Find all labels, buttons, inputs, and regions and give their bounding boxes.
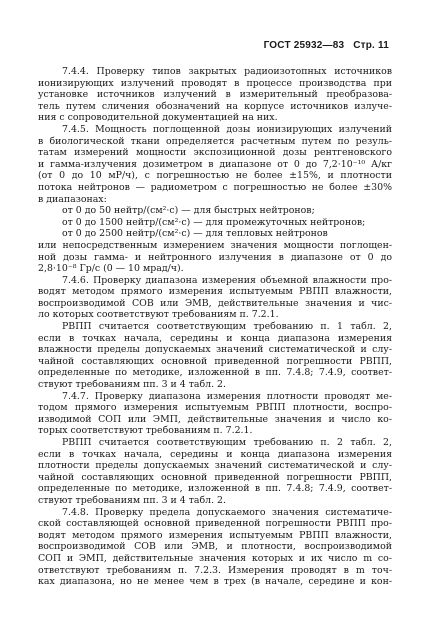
standard-number: ГОСТ 25932—83: [263, 40, 345, 51]
text-line: в биологической ткани определяется расчетным путем по резуль-: [38, 135, 392, 147]
text-line: ствуют требованиям пп. 3 и 4 табл. 2.: [38, 494, 226, 506]
text-line: водят методом прямого измерения испытуемым РВПП влажности,: [38, 529, 392, 541]
text-line: торых соответствуют требованиям п. 7.2.1.: [38, 425, 253, 437]
text-line: чайной составляющих основной приведенной погрешности РВПП,: [38, 471, 392, 483]
text-line: установке источников излучений в измерительный преобразова-: [38, 89, 392, 101]
document-body: [38, 66, 392, 588]
text-line: от 0 до 2500 нейтр/(см²·с) — для тепловых нейтронов: [62, 228, 328, 240]
text-line: водят методом прямого измерения испытуемым РВПП влажности,: [38, 286, 392, 298]
text-line: воспроизводимой СОВ или ЭМВ, действительные значения и чис-: [38, 297, 392, 309]
text-line: воспроизводимой СОВ или ЭМВ, и плотности, воспроизводимой: [38, 541, 392, 553]
text-line: или непосредственным измерением значения мощности поглощен-: [38, 239, 392, 251]
text-line: плотности пределы допускаемых значений систематической и слу-: [38, 460, 392, 472]
text-line: определенные по методике, изложенной в пп. 7.4.8; 7.4.9, соответ-: [38, 483, 392, 495]
text-line: ках диапазона, но не менее чем в трех (в начале, середине и кон-: [38, 576, 392, 588]
text-line: ской составляющей основной приведенной погрешности РВПП про-: [38, 518, 392, 530]
text-line: 2,8·10⁻⁸ Гр/с (0 — 10 мрад/ч).: [38, 263, 184, 275]
text-line: от 0 до 50 нейтр/(см²·с) — для быстрых нейтронов;: [62, 205, 315, 217]
text-line: если в точках начала, середины и конца диапазона измерения: [38, 448, 392, 460]
text-line: от 0 до 1500 нейтр/(см²·с) — для промежуточных нейтронов;: [62, 216, 366, 228]
text-line: если в точках начала, середины и конца диапазона измерения: [38, 332, 392, 344]
page-number: Стр. 11: [353, 40, 389, 51]
page-header: [264, 40, 389, 51]
text-line: татам измерений мощности экспозиционной дозы рентгеновского: [38, 147, 392, 159]
text-line: ло которых соответствуют требованиям п. 7.2.1.: [38, 309, 279, 321]
text-line: изводимой СОП или ЭМП, действительные значения и число ко-: [38, 413, 392, 425]
text-line: 7.4.4. Проверку типов закрытых радиоизотопных источников: [62, 66, 392, 77]
text-line: РВПП считается соответствующим требованию п. 2 табл. 2,: [62, 437, 392, 448]
text-line: РВПП считается соответствующим требованию п. 1 табл. 2,: [62, 321, 392, 333]
text-line: в диапазонах:: [38, 193, 107, 205]
text-line: влажности пределы допускаемых значений систематической и слу-: [38, 344, 392, 356]
text-line: определенные по методике, изложенной в пп. 7.4.8; 7.4.9, соответ-: [38, 367, 392, 379]
text-line: ионизирующих излучений проводят в процессе производства при: [38, 77, 392, 89]
text-line: 7.4.7. Проверку диапазона измерения плотности проводят ме-: [62, 390, 392, 402]
text-line: тодом прямого измерения испытуемым РВПП плотности, воспро-: [38, 402, 392, 414]
text-line: 7.4.8. Проверку предела допускаемого значения систематиче-: [62, 506, 392, 518]
text-line: ствуют требованиям пп. 3 и 4 табл. 2.: [38, 379, 226, 391]
text-line: 7.4.5. Мощность поглощенной дозы ионизирующих излучений: [62, 123, 392, 135]
text-line: ной дозы гамма- и нейтронного излучения в диапазоне от 0 до: [38, 251, 392, 263]
text-line: 7.4.6. Проверку диапазона измерения объемной влажности про-: [62, 274, 392, 286]
text-line: СОП и ЭМП, действительные значения которых и их число m со-: [38, 552, 392, 564]
text-line: и гамма-излучения дозиметром в диапазоне от 0 до 7,2·10⁻¹⁰ А/кг: [38, 158, 392, 170]
text-line: потока нейтронов — радиометром с погрешностью не более ±30%: [38, 181, 392, 193]
text-line: ответствуют требованиям п. 7.2.3. Измерения проводят в m точ-: [38, 564, 392, 576]
text-line: (от 0 до 10 мР/ч), с погрешностью не более ±15%, и плотности: [38, 170, 392, 182]
text-line: тель путем сличения обозначений на корпусе источников излуче-: [38, 100, 392, 112]
text-line: чайной составляющих основной приведенной погрешности РВПП,: [38, 355, 392, 367]
text-line: ния с сопроводительной документацией на них.: [38, 112, 278, 124]
